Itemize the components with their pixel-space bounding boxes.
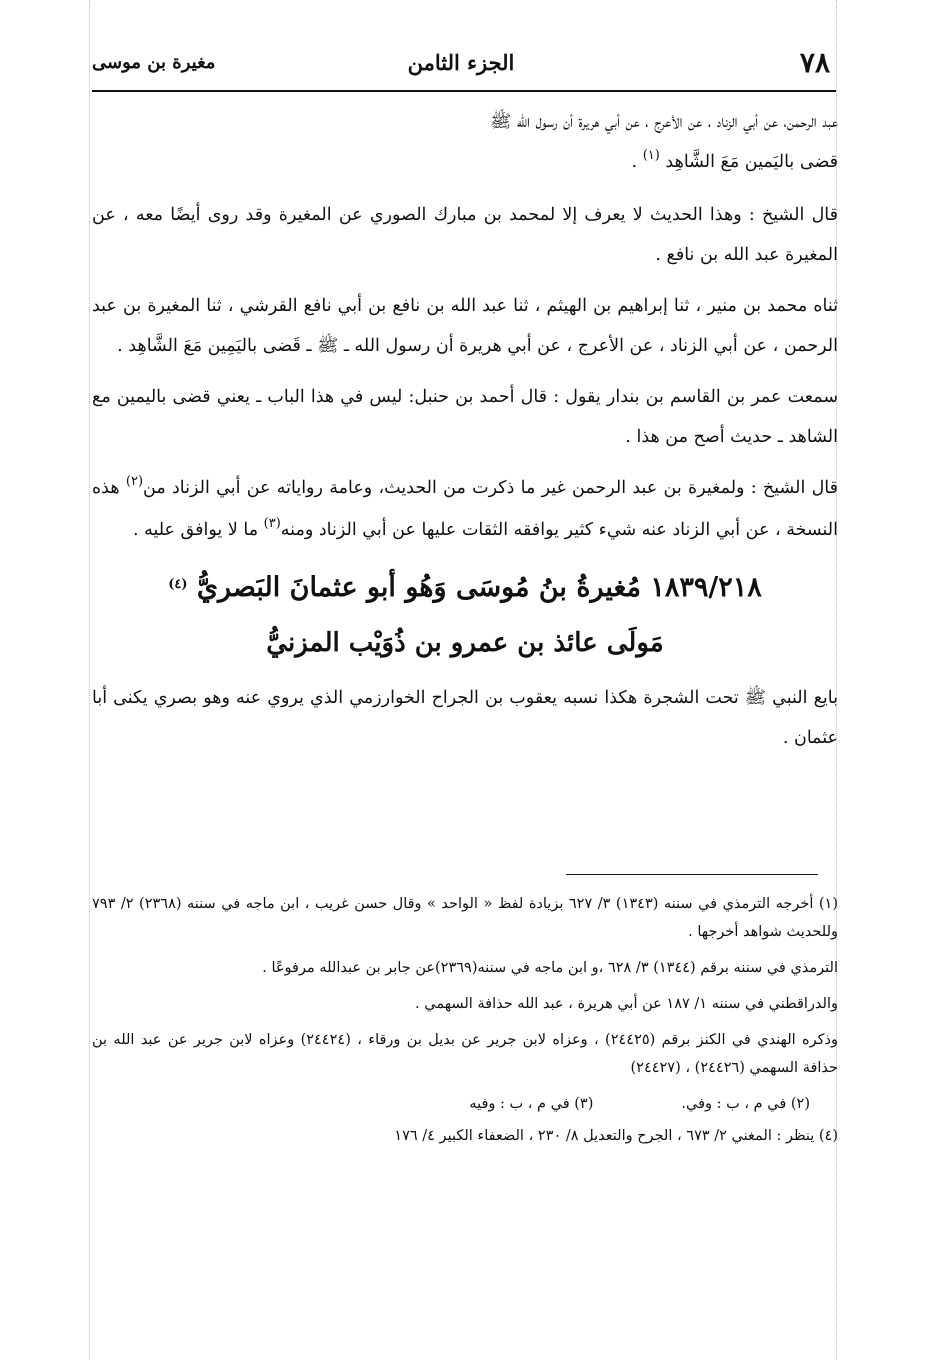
header-rule <box>92 90 836 92</box>
paragraph-5 <box>92 468 838 552</box>
p1-line1: عبد الرحمن، عن أبي الزناد ، عن الأعرج ، عن أبي هريرة أن رسول الله ﷺ <box>490 112 838 132</box>
footnote-1b: الترمذي في سننه برقم (١٣٤٤) ٣/ ٦٢٨ ،و ابن ماجه في سننه(٢٣٦٩)عن جابر بن عبدالله مرفوعًا . <box>262 960 838 976</box>
footnote-ref-2: (٢) <box>125 474 144 489</box>
p1-end: . <box>631 152 638 172</box>
footnote-ref-4: (٤) <box>168 577 188 592</box>
footnote-1a: (١) أخرجه الترمذي في سننه (١٣٤٣) ٣/ ٦٢٧ بزيادة لفظ « الواحد » وقال حسن غريب ، ابن ماجه في سننه (٢٣٦٨) ٢/ ٧٩٣ وللحديث شواهد أخرجها . <box>92 896 838 940</box>
footnote-4: (٤) ينظر : المغني ٢/ ٦٧٣ ، الجرح والتعديل ٨/ ٢٣٠ ، الضعفاء الكبير ٤/ ١٧٦ <box>394 1128 838 1144</box>
footnotes <box>92 890 838 1158</box>
paragraph-4: سمعت عمر بن القاسم بن بندار يقول : قال أحمد بن حنبل: ليس في هذا الباب ـ يعني قضى باليمين مع الشاهد ـ حديث أصح من هذا . <box>92 387 838 447</box>
footnote-1d: وذكره الهندي في الكنز برقم (٢٤٤٢٥) ، وعزاه لابن جرير عن بديل بن ورقاء ، (٢٤٤٢٤) وعزاه لابن جرير عن عبد الله بن حذافة السهمي (٢٤٤٢٦) ، (٢٤٤٢٧) <box>92 1032 839 1076</box>
footnotes-2-3 <box>92 1090 838 1118</box>
p5-part-a: قال الشيخ : ولمغيرة بن عبد الرحمن غير ما ذكرت من الحديث، وعامة رواياته عن أبي الزناد من <box>143 478 838 498</box>
page-header <box>92 46 830 86</box>
paragraph-2: قال الشيخ : وهذا الحديث لا يعرف إلا لمحمد بن مبارك الصوري عن المغيرة وقد روى أيضًا معه ، عن المغيرة عبد الله بن نافع . <box>92 205 838 265</box>
page-number: ٧٨ <box>799 46 830 79</box>
entry-heading <box>92 563 838 668</box>
footnote-rule <box>566 874 818 875</box>
running-title: مغيرة بن موسى <box>92 52 216 73</box>
part-title: الجزء الثامن <box>407 50 515 75</box>
paragraph-1 <box>92 102 838 184</box>
heading-line-1: ١٨٣٩/٢١٨ مُغيرةُ بنُ مُوسَى وَهُو أبو عثمانَ البَصريُّ <box>196 572 762 603</box>
footnote-3: (٣) في م ، ب : وفيه <box>469 1096 594 1112</box>
footnote-ref-3: (٣) <box>263 516 281 531</box>
footnote-ref-1: (١) <box>642 148 660 163</box>
p5-part-c: ما لا يوافق عليه . <box>132 520 259 540</box>
footnote-1c: والدراقطني في سننه ١/ ١٨٧ عن أبي هريرة ، عبد الله حذافة السهمي . <box>415 996 838 1012</box>
margin-guide <box>89 0 90 1360</box>
footnote-2: (٢) في م ، ب : وفي. <box>681 1096 810 1112</box>
heading-line-2: مَولَى عائذ بن عمرو بن ذُوَيْب المزنيُّ <box>266 628 664 658</box>
paragraph-6: بايع النبي ﷺ تحت الشجرة هكذا نسبه يعقوب بن الجراح الخوارزمي الذي يروي عنه وهو بصري يكنى أبا عثمان . <box>92 688 838 748</box>
main-text <box>92 102 838 769</box>
p1-line2: قضى باليَمين مَعَ الشَّاهِد <box>665 152 838 172</box>
paragraph-3: ثناه محمد بن منير ، ثنا إبراهيم بن الهيثم ، ثنا عبد الله بن نافع بن أبي نافع القرشي ، ثنا المغيرة بن عبد الرحمن ، عن أبي الزناد ، عن الأعرج ، عن أبي هريرة أن رسول الله ـ ﷺ ـ قَضى باليَمِين مَعَ الشَّاهِد . <box>92 296 838 356</box>
p5-part-b: هذه النسخة ، عن أبي الزناد عنه شيء كثير يوافقه الثقات عليها عن أبي الزناد ومنه <box>92 478 838 540</box>
